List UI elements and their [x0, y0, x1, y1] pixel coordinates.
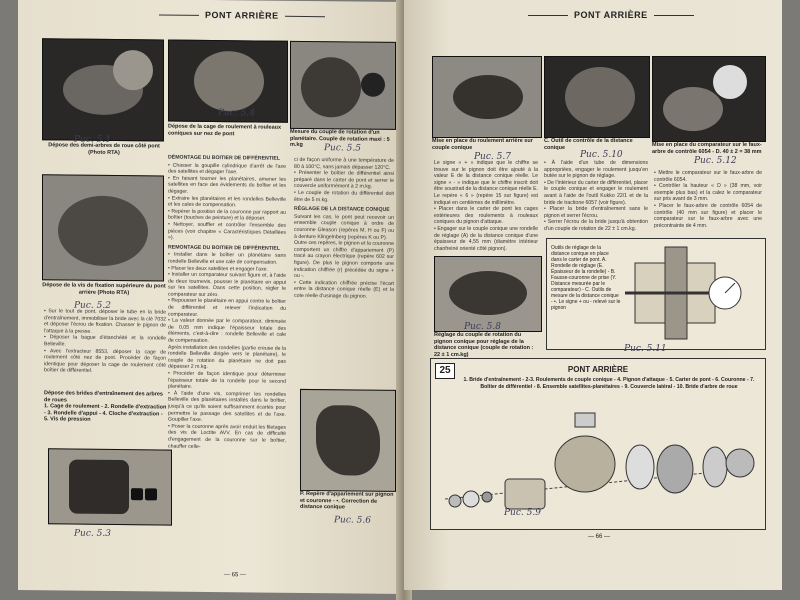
annotation-5-12: Puc. 5.12	[694, 156, 737, 166]
photo-comparator	[652, 56, 766, 142]
photo-rear-bearing	[432, 56, 542, 138]
right-column-c: • Mettre le comparateur sur le faux-arbre de contrôle 6054. • Contrôler la hauteur « D » (38 mm, voir exemple plus bas) et la calez le comparateur sur pris avant de 3 mm. • Placer le faux-arbre de contrôle 6054 de contrôle (40 mm sur figure) et placer le comparateur sur le faux-arbre avec une précontrainte de 4 mm.	[654, 170, 762, 229]
left-column-b	[168, 152, 286, 451]
caption-adjustment-tools: Outils de réglage de la distance conique en place dans le carter de pont. A. Rondelle de réglage (E. Épaisseur de la rondelle) - B. Fausse-couronne de prise (Y. Distance mesurée par le comparateur) - C. Outils de mesure de la distance conique - •. Le signe + ou - relevé sur le pignon	[551, 245, 621, 311]
left-column-a: • Sur le tout de pont, déposer le tube en la bride d'entraînement, immobiliser la bride avec la clé 7032 et déposer l'écrou de fixation. Chasser le pignon de l'attaque à la presse. • Déposer la bague d'étanchéité et la rondelle Belleville. • Avec l'extracteur 8553, déposer la cage de roulement côté nez de pont. Procéder de façon identique pour déposer la cage de roulement côté boîtier de différentiel.	[44, 308, 166, 375]
annotation-5-10: Puc. 5.10	[580, 150, 623, 160]
parts-title: PONT ARRIÈRE	[567, 365, 629, 374]
photo-upper-screw	[42, 174, 164, 281]
caption-bearing-cage: Dépose de la cage de roulement à rouleaux coniques sur nez de pont	[168, 123, 282, 137]
page-number-left: — 65 —	[224, 572, 247, 579]
exploded-diagram	[435, 409, 761, 525]
parts-legend: 1. Bride d'entraînement - 2-3. Roulements de couple conique - 4. Pignon d'attaque - 5. Carter de pont - 6. Couronne - 7. Boîtier de différentiel - 8. Ensemble satellites-planétaires - 9. Couvercle latéral - 10. Bride d'arbre de roue	[463, 377, 755, 390]
photo-control-tool	[544, 56, 650, 138]
annotation-5-4: Puc. 5.4	[218, 108, 255, 119]
right-column-a: Le signe « + » indique que le chiffre se trouve sur le pignon doit être ajouté à la valeur E de la distance conique réelle. Le signe « - » indique que le chiffre inscrit doit être soustrait de la distance conique réelle E. Le repère « 6 » (repère 15 sur figure) est indiqué en centièmes de millimètre. • Placer dans le carter de pont les cages extérieures des roulements à rouleaux coniques du pignon d'attaque. • Engager sur le couple conique une rondelle de réglage (A) de la distance conique d'une épaisseur de 4,55 mm (diamètre intérieur chanfreiné orienté côté pignon).	[434, 160, 538, 252]
right-column-b: • À l'aide d'un tube de dimensions appropriées, engager le roulement jusqu'en butée sur le pignon de réglage. • De l'intérieur du carter de différentiel, placer le couple conique et engager le roulement avant à l'aide de l'outil Kukko 22/1 et de la bride de tractione 6057 (voir figure). • Placer la bride d'entraînement sans le pignon et serrer l'écrou. • Serrer l'écrou de la bride jusqu'à obtention d'un couple de rotation de 22 ± 1 cm.kg.	[544, 160, 648, 232]
figure-number: 25	[435, 363, 455, 379]
page-number-right: — 66 —	[588, 534, 611, 540]
heading-reassembly: REMONTAGE DU BOITIER DE DIFFÉRENTIEL	[168, 244, 281, 252]
annotation-5-6: Puc. 5.6	[334, 515, 371, 526]
photo-torque-measure	[290, 41, 396, 130]
annotation-5-11: Puc. 5.11	[624, 344, 667, 354]
left-column-c	[294, 157, 394, 301]
right-page	[404, 0, 782, 590]
annotation-5-3: Puc. 5.3	[74, 528, 111, 539]
caption-rear-bearing: Mise en place du roulement arrière sur couple conique	[432, 138, 533, 151]
photo-extractor-tool	[48, 448, 172, 525]
annotation-5-7: Puc. 5.7	[474, 152, 511, 162]
heading-conic-distance: RÉGLAGE DE LA DISTANCE CONIQUE	[294, 206, 390, 214]
annotation-5-1: Puc. 5.1	[74, 134, 111, 145]
annotation-5-2: Puc. 5.2	[74, 300, 111, 311]
adjustment-schematic	[625, 243, 761, 343]
text-disassembly: • Chasser la goupille cylindrique d'arrêt de l'axe des satellites et dégager l'axe. • En faisant tourner les planétaires, amener les satellites en face des évidements du boîtier et les dégager. • Extraire les planétaires et les rondelles Belleville et les cales de compensation. • Repérer la position de la couronne par rapport au boîtier (touches de peinture) et la déposer. • Nettoyer, souffler et contrôler l'ensemble des pièces (voir chapitre « Caractéristiques Détaillées »).	[168, 162, 286, 241]
caption-half-shafts: Dépose des demi-arbres de roue côté pont (Photo RTA)	[48, 142, 160, 156]
parts-exploded-view	[430, 358, 766, 530]
annotation-5-5: Puc. 5.5	[324, 143, 361, 154]
photo-pinion-torque	[434, 256, 542, 332]
caption-pinion-torque: Réglage du couple de rotation du pignon conique pour réglage de la distance conique (couple de rotation : 22 ± 1 cm.kg)	[434, 332, 534, 358]
annotation-5-9: Puc. 5.9	[504, 508, 541, 518]
caption-bride-removal: Dépose des brides d'entraînement des arbres de roues 1. Cage de roulement - 2. Rondelle d'extraction - 3. Rondelle d'appui - 4. Cloche d'extraction - 5. Vis de pression	[44, 390, 167, 423]
photo-pinion-crown	[300, 389, 396, 492]
caption-upper-screw: Dépose de la vis de fixation supérieure du pont arrière (Photo RTA)	[42, 282, 166, 296]
caption-torque: Mesure du couple de rotation d'un planétaire. Couple de rotation maxi : 5 m.kg	[290, 128, 390, 148]
caption-control-tool: C. Outil de contrôle de la distance conique	[544, 138, 633, 151]
heading-disassembly: DÉMONTAGE DU BOITIER DE DIFFÉRENTIEL	[168, 154, 281, 162]
page-header-right: PONT ARRIÈRE	[522, 10, 700, 20]
caption-comparator: Mise en place du comparateur sur le faux-arbre de contrôle 6054 - D. 40 ± 2 = 38 mm	[652, 142, 762, 155]
caption-pairing-mark: P. Repère d'appariement sur pignon et couronne - •. Correction de distance conique	[300, 490, 394, 511]
left-page	[18, 0, 404, 594]
text-col-c1: ci de façon uniforme à une température de 80 à 100°C, sans jamais dépasser 120°C. • Présenter le boîtier de différentiel ainsi préparé dans le carter de pont et serrer le couvercle uniformément à 2 m.kg. • Le couple de rotation du différentiel doit être de 5 m.kg.	[294, 156, 394, 203]
text-reassembly: • Installer dans le boîtier un planétaire sans rondelle Belleville et une cale de compensation. • Placer les deux satellites et engager l'axe. • Installer un comparateur suivant figure et, à l'aide de deux tournevis, pousser le planétaire en appui sur les satellites. Dans cette position, régler le comparateur sur zéro. • Repousser le planétaire en appui contre le boîtier de différentiel et relever l'indication du comparateur. • La valeur donnée par le comparateur, diminuée de 0,05 mm indique l'épaisseur totale des éléments, c'est-à-dire : rondelle Belleville et cale de compensation. Après installation des rondelles (partie creuse de la rondelle Belleville dirigée vers le planétaire), le couple de rotation du planétaire ne doit pas dépasser 2 m.kg. • Procéder de façon identique pour déterminer l'épaisseur totale de la rondelle pour le second planétaire. • À l'aide d'une vis, comprimer les rondelles Belleville des planétaires installés dans le boîtier, jusqu'à ce qu'ils soient suffisamment écartés pour permettre le passage des satellites et de l'axe. Goupiller l'axe. • Poser la couronne après avoir enduit les filetages des vis de Loctite AVV. En cas de difficulté d'engagement de la couronne sur le boîtier, chauffer celle-	[168, 251, 286, 450]
page-header: PONT ARRIÈRE	[153, 9, 331, 21]
text-col-c2: Suivant les cas, le pont peut recevoir un ensemble couple conique à ordre de couronne Gleason (repères M, H ou F) ou à denture Klingelnberg (repères K ou P). Outre ces repères, le pignon et la couronne comportent un chiffre d'appariement (P) tracé au crayon électrique (repère 602 sur figure). De plus le pignon comporte une indication chiffrée (r) précédée du signe + ou -. • Cette indication chiffrée précise l'écart entre la distance conique réelle (E) et la cote réelle d'usinage du pignon.	[294, 213, 394, 300]
diagram-adjustment-tools	[546, 238, 766, 350]
photo-half-shaft-removal	[42, 38, 164, 141]
annotation-5-8: Puc. 5.8	[464, 322, 501, 332]
